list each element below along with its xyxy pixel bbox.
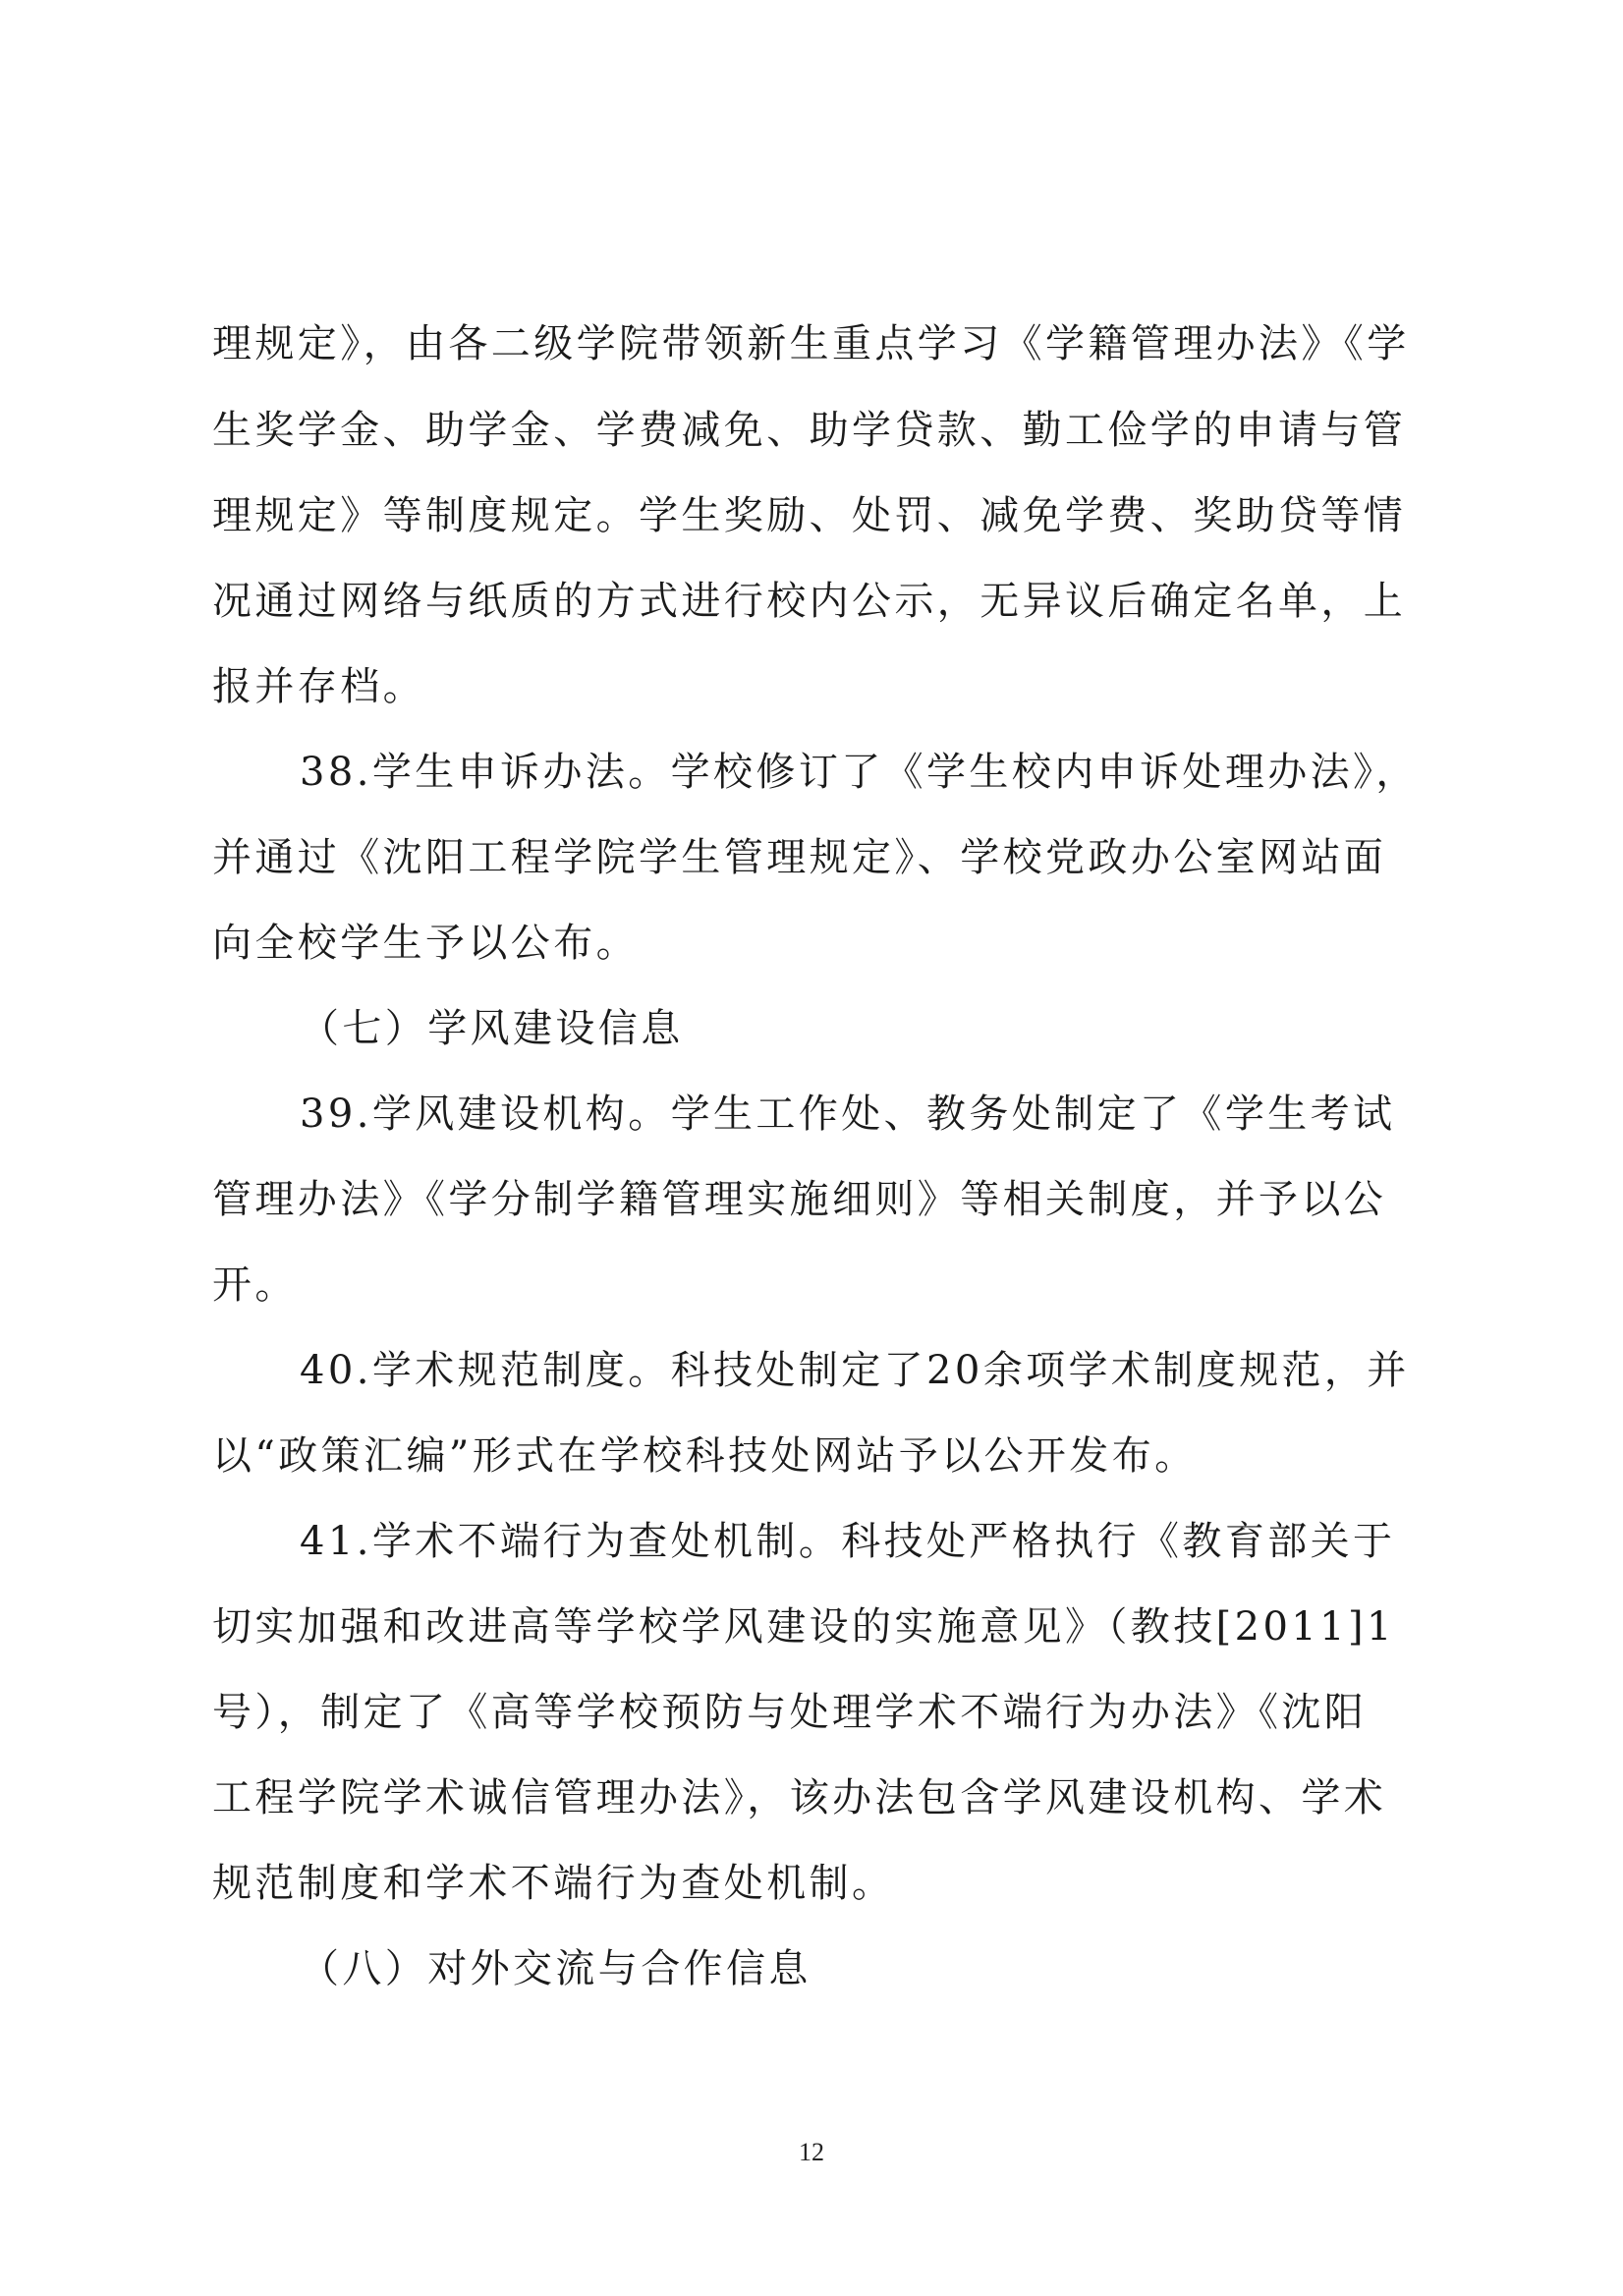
page-number: 12 [799,2138,824,2166]
paragraph-line: 40.学术规范制度。科技处制定了20余项学术制度规范，并 [300,1348,1410,1393]
paragraph-line: 工程学院学术诚信管理办法》，该办法包含学风建设机构、学术 [212,1775,1387,1820]
paragraph-line: 以“政策汇编”形式在学校科技处网站予以公开发布。 [212,1433,1198,1479]
paragraph-line: 41.学术不端行为查处机制。科技处严格执行《教育部关于 [300,1519,1396,1564]
paragraph-line: 38.学生申诉办法。学校修订了《学生校内申诉处理办法》， [300,750,1419,795]
paragraph-line: 切实加强和改进高等学校学风建设的实施意见》（教技[2011]1 [212,1604,1395,1650]
paragraph-line: 生奖学金、助学金、学费减免、助学贷款、勤工俭学的申请与管 [212,408,1407,453]
paragraph-line: 况通过网络与纸质的方式进行校内公示，无异议后确定名单，上 [212,579,1407,624]
section-heading: （七）学风建设信息 [300,1006,684,1051]
paragraph-line: 理规定》，由各二级学院带领新生重点学习《学籍管理办法》《学 [212,321,1410,366]
paragraph-line: 理规定》等制度规定。学生奖励、处罚、减免学费、奖助贷等情 [212,493,1407,538]
paragraph-line: 规范制度和学术不端行为查处机制。 [212,1861,895,1906]
paragraph-line: 报并存档。 [212,664,425,709]
paragraph-line: 向全校学生予以公布。 [212,921,639,966]
section-heading: （八）对外交流与合作信息 [300,1946,812,1991]
paragraph-line: 管理办法》《学分制学籍管理实施细则》等相关制度，并予以公 [212,1177,1387,1222]
paragraph-line: 并通过《沈阳工程学院学生管理规定》、学校党政办公室网站面 [212,835,1387,880]
paragraph-line: 39.学风建设机构。学生工作处、教务处制定了《学生考试 [300,1092,1396,1137]
paragraph-line: 开。 [212,1262,298,1308]
paragraph-line: 号），制定了《高等学校预防与处理学术不端行为办法》《沈阳 [212,1690,1368,1735]
